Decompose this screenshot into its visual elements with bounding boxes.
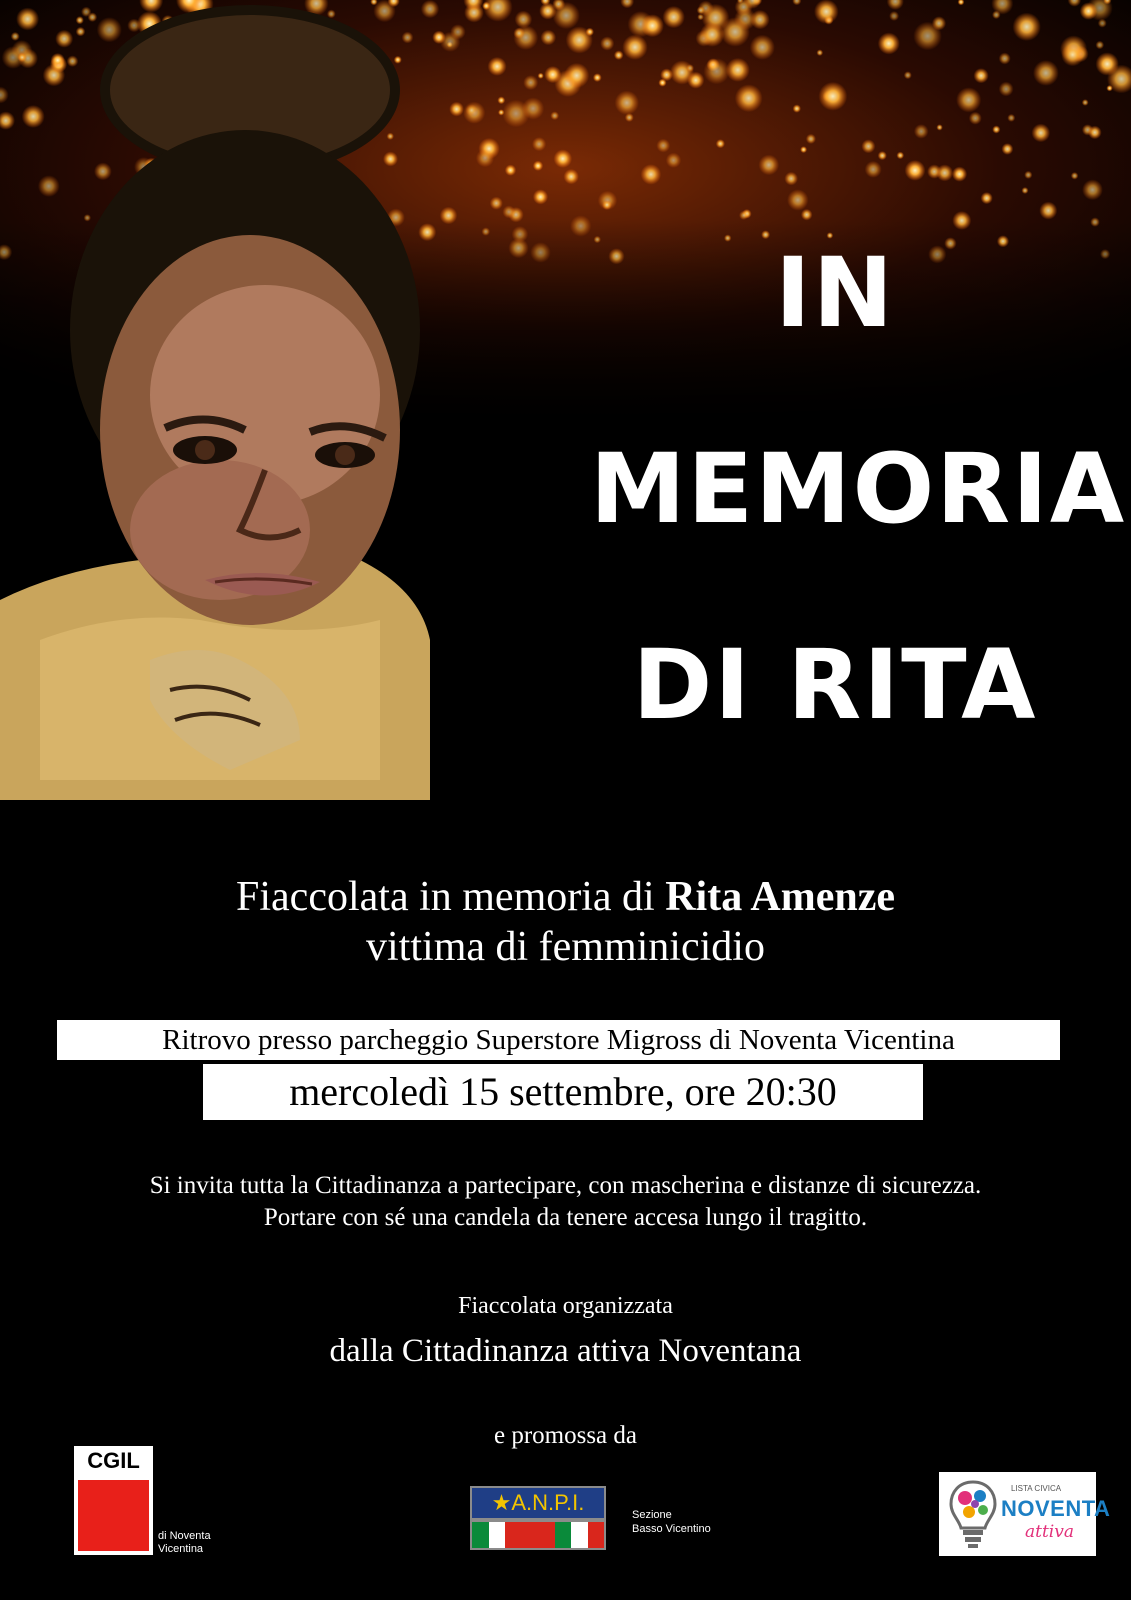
candle-flame [544, 66, 561, 83]
invitation-line-1: Si invita tutta la Cittadinanza a partecipare, con mascherina e distanze di sicurezza. [149, 1172, 982, 1199]
candle-flame [793, 104, 801, 112]
candle-flame [817, 49, 824, 56]
candle-flame [735, 84, 763, 112]
anpi-subtitle [632, 1508, 711, 1536]
organized-by: dalla Cittadinanza attiva Noventana [329, 1333, 802, 1369]
candle-flame [981, 192, 993, 204]
candle-flame [897, 152, 905, 160]
candle-flame [614, 50, 624, 60]
cgil-logo-text: CGIL [87, 1448, 140, 1473]
candle-flame [969, 112, 982, 125]
candle-flame [1082, 99, 1089, 106]
candle-flame [1032, 124, 1051, 143]
candle-flame [1033, 60, 1059, 86]
headline-line-3: DI RITA [632, 629, 1038, 741]
candle-flame [641, 164, 662, 185]
candle-flame [1088, 126, 1102, 140]
victim-name: Rita Amenze [665, 874, 895, 920]
candle-flame [999, 82, 1014, 97]
candle-flame [936, 124, 942, 130]
cgil-subtitle [158, 1530, 211, 1556]
invitation-text [0, 1170, 1131, 1234]
candle-flame [666, 153, 681, 168]
candle-flame [564, 63, 589, 88]
candle-flame [1061, 44, 1084, 67]
organized-label: Fiaccolata organizzata [458, 1293, 673, 1319]
candle-flame [878, 151, 887, 160]
candle-flame [956, 87, 981, 112]
candle-flame [687, 72, 704, 89]
event-subtitle: vittima di femminicidio [366, 924, 765, 970]
candle-flame [505, 165, 516, 176]
event-title-line-1 [0, 872, 1131, 922]
candle-flame [658, 79, 666, 87]
candle-flame [502, 205, 515, 218]
event-title-prefix: Fiaccolata in memoria di [236, 874, 666, 920]
candle-flame [476, 149, 494, 167]
candle-flame [497, 96, 505, 104]
candle-flame [1082, 179, 1103, 200]
candle-flame [498, 109, 504, 115]
candle-flame [656, 139, 670, 153]
headline-line-2: MEMORIA [590, 433, 1127, 545]
anpi-flag [472, 1522, 604, 1548]
noventa-tagline: attiva [1025, 1522, 1074, 1542]
candle-flame [914, 124, 929, 139]
candle-flame [1012, 13, 1040, 41]
candle-flame [759, 155, 780, 176]
anpi-logo [470, 1486, 606, 1550]
candle-flame [704, 58, 730, 84]
candle-flame [1039, 202, 1057, 220]
promoted-label: e promossa da [493, 1422, 638, 1449]
candle-flame [913, 22, 942, 51]
candle-flame [720, 17, 750, 47]
candle-flame [488, 57, 507, 76]
candle-flame [739, 211, 748, 220]
candle-flame [784, 172, 798, 186]
lightbulb-gears-icon [947, 1478, 999, 1550]
candle-flame [1071, 172, 1079, 180]
woman-portrait-illustration [0, 0, 440, 820]
anpi-subtitle-line-2: Basso Vicentino [632, 1523, 711, 1535]
candle-flame [593, 73, 602, 82]
candle-flame [532, 137, 546, 151]
candle-flame [992, 11, 1001, 20]
star-icon: ★ [491, 1490, 512, 1515]
candle-flame [1024, 171, 1032, 179]
candle-flame [602, 200, 612, 210]
anpi-logo-text: A.N.P.I. [511, 1490, 585, 1515]
headline-line-1: IN [774, 237, 896, 349]
candle-flame [523, 75, 538, 90]
candle-flame [814, 0, 839, 24]
candle-flame [566, 26, 593, 53]
candle-flame [513, 28, 524, 39]
candle-flame [750, 35, 775, 60]
candle-flame [553, 2, 580, 29]
candle-flame [861, 139, 875, 153]
candle-flame [806, 134, 816, 144]
candle-flame [992, 125, 1000, 133]
noventa-attiva-logo [939, 1472, 1111, 1556]
candle-flame [800, 146, 807, 153]
candle-flame [1002, 143, 1014, 155]
candle-flame [615, 91, 639, 115]
candle-flame [564, 169, 579, 184]
cgil-subtitle-line-1: di Noventa [158, 1530, 211, 1542]
anpi-subtitle-line-1: Sezione [632, 1509, 672, 1521]
invitation-line-2: Portare con sé una candela da tenere accesa lungo il tragitto. [263, 1204, 868, 1231]
candle-flame [905, 160, 926, 181]
candle-flame [539, 2, 556, 19]
candle-flame [482, 2, 490, 10]
candle-flame [663, 6, 685, 28]
candle-flame [538, 73, 544, 79]
candle-flame [533, 161, 543, 171]
candle-flame [440, 32, 460, 52]
candle-flame [554, 149, 573, 168]
candle-flame [878, 33, 900, 55]
candle-flame [865, 161, 882, 178]
candle-flame [819, 82, 848, 111]
anpi-logo-banner [472, 1488, 604, 1518]
candle-flame [522, 97, 544, 119]
candle-flame [936, 164, 953, 181]
candle-flame [490, 197, 503, 210]
cgil-red-square [78, 1480, 149, 1551]
candle-flame [974, 68, 989, 83]
noventa-top-text: LISTA CIVICA [1011, 1484, 1062, 1493]
candle-flame [904, 71, 912, 79]
candle-flame [533, 189, 548, 204]
candle-flame [999, 53, 1011, 65]
candle-flame [449, 102, 464, 117]
candle-flame [716, 139, 725, 148]
candle-flame [1096, 41, 1105, 50]
candle-flame [952, 167, 967, 182]
candle-flame [541, 30, 557, 46]
event-title [0, 872, 1131, 972]
candle-flame [1080, 2, 1098, 20]
candle-flame [466, 104, 478, 116]
candle-flame [697, 14, 704, 21]
cgil-logo [74, 1446, 153, 1555]
candle-flame [889, 11, 899, 21]
date-banner: mercoledì 15 settembre, ore 20:30 [203, 1064, 923, 1120]
candle-flame [801, 209, 813, 221]
candle-flame [1007, 114, 1015, 122]
candle-flame [787, 189, 808, 210]
candle-flame [550, 111, 559, 120]
headline [590, 230, 1127, 741]
noventa-name: NOVENTA [1001, 1496, 1111, 1521]
candle-flame [600, 36, 614, 50]
candle-flame [641, 14, 664, 37]
candle-flame [686, 64, 694, 72]
venue-banner: Ritrovo presso parcheggio Superstore Migross di Noventa Vicentina [57, 1020, 1060, 1060]
candle-flame [622, 35, 647, 60]
candle-flame [1098, 19, 1107, 28]
cgil-subtitle-line-2: Vicentina [158, 1543, 204, 1555]
candle-flame [1106, 85, 1112, 91]
candle-flame [1022, 187, 1029, 194]
